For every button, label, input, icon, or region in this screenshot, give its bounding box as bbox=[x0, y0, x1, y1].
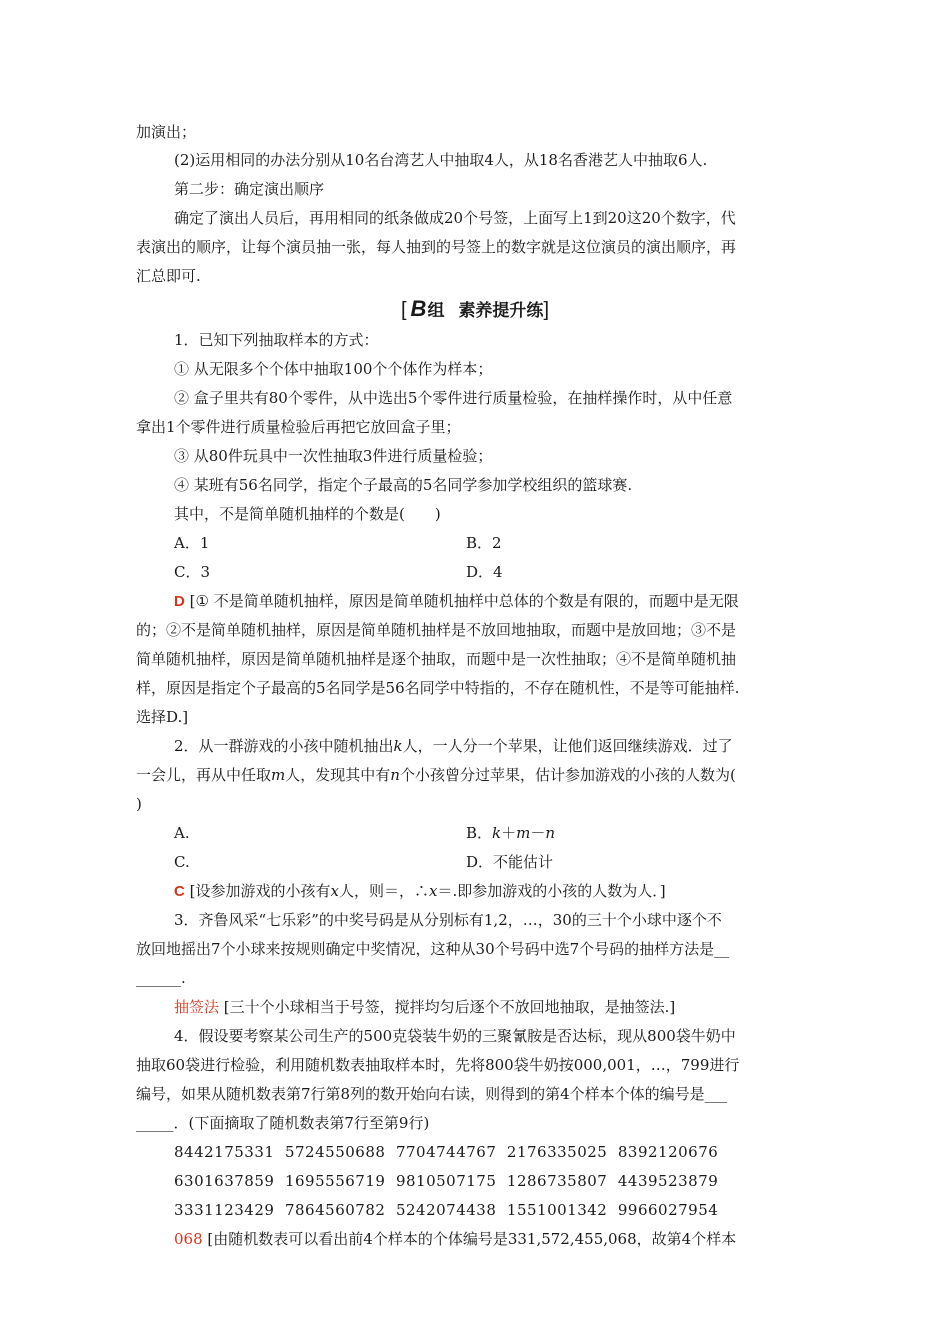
step-heading: 第二步：确定演出顺序 bbox=[174, 180, 325, 198]
var-x: x bbox=[428, 882, 438, 900]
section-group: 组 bbox=[427, 301, 445, 320]
random-table-row-8: 6301637859 1695556719 9810507175 1286735807 4439523879 bbox=[174, 1172, 719, 1190]
list-item: ① 从无限多个个体中抽取100个个体作为样本； bbox=[174, 360, 493, 378]
explanation: [三十个小球相当于号签，搅拌均匀后逐个不放回地抽取，是抽签法.] bbox=[223, 998, 676, 1016]
answer-line bbox=[174, 591, 739, 612]
explanation-line: 的；②不是简单随机抽样，原因是简单随机抽样是不放回地抽取，而题中是放回地；③不是 bbox=[136, 621, 737, 639]
text-line: 确定了演出人员后，再用相同的纸条做成20个号签，上面写上1到20这20个数字，代 bbox=[174, 209, 736, 227]
var-m: m bbox=[271, 766, 286, 784]
question-4-stem-cont: 编号，如果从随机数表第7行第8列的数开始向右读，则得到的第4个样本个体的编号是___ bbox=[136, 1085, 728, 1103]
explanation-line: 简单随机抽样，原因是简单随机抽样是逐个抽取，而题中是一次性抽取；④不是简单随机抽 bbox=[136, 650, 737, 668]
list-item: ② 盒子里共有80个零件，从中选出5个零件进行质量检验，在抽样操作时，从中任意 bbox=[174, 389, 733, 407]
text-line: 汇总即可. bbox=[136, 267, 201, 285]
var-m: m bbox=[516, 824, 531, 842]
answer-letter: D bbox=[174, 593, 185, 610]
var-k: k bbox=[393, 737, 403, 755]
list-item: ③ 从80件玩具中一次性抽取3件进行质量检验； bbox=[174, 447, 493, 465]
question-2-stem-cont bbox=[136, 765, 736, 785]
random-table-row-9: 3331123429 7864560782 5242074438 1551001342 9966027954 bbox=[174, 1201, 719, 1219]
text: [设参加游戏的小孩有 bbox=[189, 882, 331, 900]
section-heading bbox=[0, 297, 950, 323]
text-line: 表演出的顺序，让每个演员抽一张，每人抽到的号签上的数字就是这位演员的演出顺序，再 bbox=[136, 238, 737, 256]
bracket-close: ] bbox=[543, 299, 549, 321]
explanation: [① 不是简单随机抽样，原因是简单随机抽样中总体的个数是有限的，而题中是无限 bbox=[189, 592, 739, 610]
question-1-stem: 1．已知下列抽取样本的方式： bbox=[174, 331, 379, 349]
text: ＝.即参加游戏的小孩的人数为人．] bbox=[437, 882, 666, 900]
option-a: A．1 bbox=[174, 534, 210, 552]
answer-text: 068 bbox=[174, 1230, 203, 1248]
option-b: B．2 bbox=[466, 534, 502, 552]
text: 一会儿，再从中任取 bbox=[136, 766, 272, 784]
option-a: A. bbox=[174, 824, 190, 842]
question-3-stem-cont: 放回地摇出7个小球来按规则确定中奖情况，这种从30个号码中选7个号码的抽样方法是__ bbox=[136, 940, 730, 958]
answer-letter: C bbox=[174, 883, 185, 900]
text-line: (2)运用相同的办法分别从10名台湾艺人中抽取4人，从18名香港艺人中抽取6人. bbox=[174, 151, 708, 169]
plus: ＋ bbox=[501, 824, 517, 842]
option-d: D．不能估计 bbox=[466, 853, 554, 871]
section-title: 素养提升练 bbox=[458, 301, 544, 320]
answer-line bbox=[174, 881, 666, 902]
option-c: C．3 bbox=[174, 563, 211, 581]
question-3-stem: 3．齐鲁风采“七乐彩”的中奖号码是从分别标有1,2，…，30的三十个小球中逐个不 bbox=[174, 911, 722, 929]
question-3-blank: ______. bbox=[136, 969, 186, 987]
option-d: D．4 bbox=[466, 563, 503, 581]
text: 个小孩曾分过苹果，估计参加游戏的小孩的人数为( bbox=[399, 766, 736, 784]
var-k: k bbox=[492, 824, 502, 842]
text: 人，则＝，∴ bbox=[338, 882, 429, 900]
question-4-stem-cont: _____．(下面摘取了随机数表第7行至第9行) bbox=[136, 1114, 430, 1132]
text: 人，发现其中有 bbox=[285, 766, 391, 784]
answer-line bbox=[174, 1229, 736, 1249]
question-1-ask: 其中，不是简单随机抽样的个数是( ) bbox=[174, 505, 441, 523]
section-letter-b: B bbox=[410, 296, 427, 321]
var-n: n bbox=[390, 766, 400, 784]
explanation-line: 样，原因是指定个子最高的5名同学是56名同学中特指的，不存在随机性，不是等可能抽样. bbox=[136, 679, 740, 697]
question-2-stem bbox=[174, 736, 733, 756]
text: B． bbox=[466, 824, 493, 842]
minus: － bbox=[530, 824, 546, 842]
list-item-cont: 拿出1个零件进行质量检验后再把它放回盒子里； bbox=[136, 418, 461, 436]
text: 人，一人分一个苹果，让他们返回继续游戏．过了 bbox=[402, 737, 733, 755]
option-b bbox=[466, 823, 555, 843]
answer-line bbox=[174, 997, 675, 1017]
question-2-stem-end: ) bbox=[136, 795, 142, 813]
text: 2．从一群游戏的小孩中随机抽出 bbox=[174, 737, 394, 755]
bracket-open: [ bbox=[400, 299, 407, 321]
answer-text: 抽签法 bbox=[174, 998, 220, 1016]
question-4-stem: 4．假设要考察某公司生产的500克袋装牛奶的三聚氰胺是否达标，现从800袋牛奶中 bbox=[174, 1027, 736, 1045]
var-x: x bbox=[330, 882, 339, 900]
option-c: C. bbox=[174, 853, 190, 871]
random-table-row-7: 8442175331 5724550688 7704744767 2176335025 8392120676 bbox=[174, 1143, 719, 1161]
var-n: n bbox=[545, 824, 556, 842]
explanation: [由随机数表可以看出前4个样本的个体编号是331,572,455,068，故第4个样本 bbox=[207, 1230, 737, 1248]
explanation-line: 选择D.] bbox=[136, 708, 189, 726]
text-line: 加演出； bbox=[136, 123, 197, 141]
list-item: ④ 某班有56名同学，指定个子最高的5名同学参加学校组织的篮球赛. bbox=[174, 476, 633, 494]
question-4-stem-cont: 抽取60袋进行检验，利用随机数表抽取样本时，先将800袋牛奶按000,001，…，799进行 bbox=[136, 1056, 740, 1074]
